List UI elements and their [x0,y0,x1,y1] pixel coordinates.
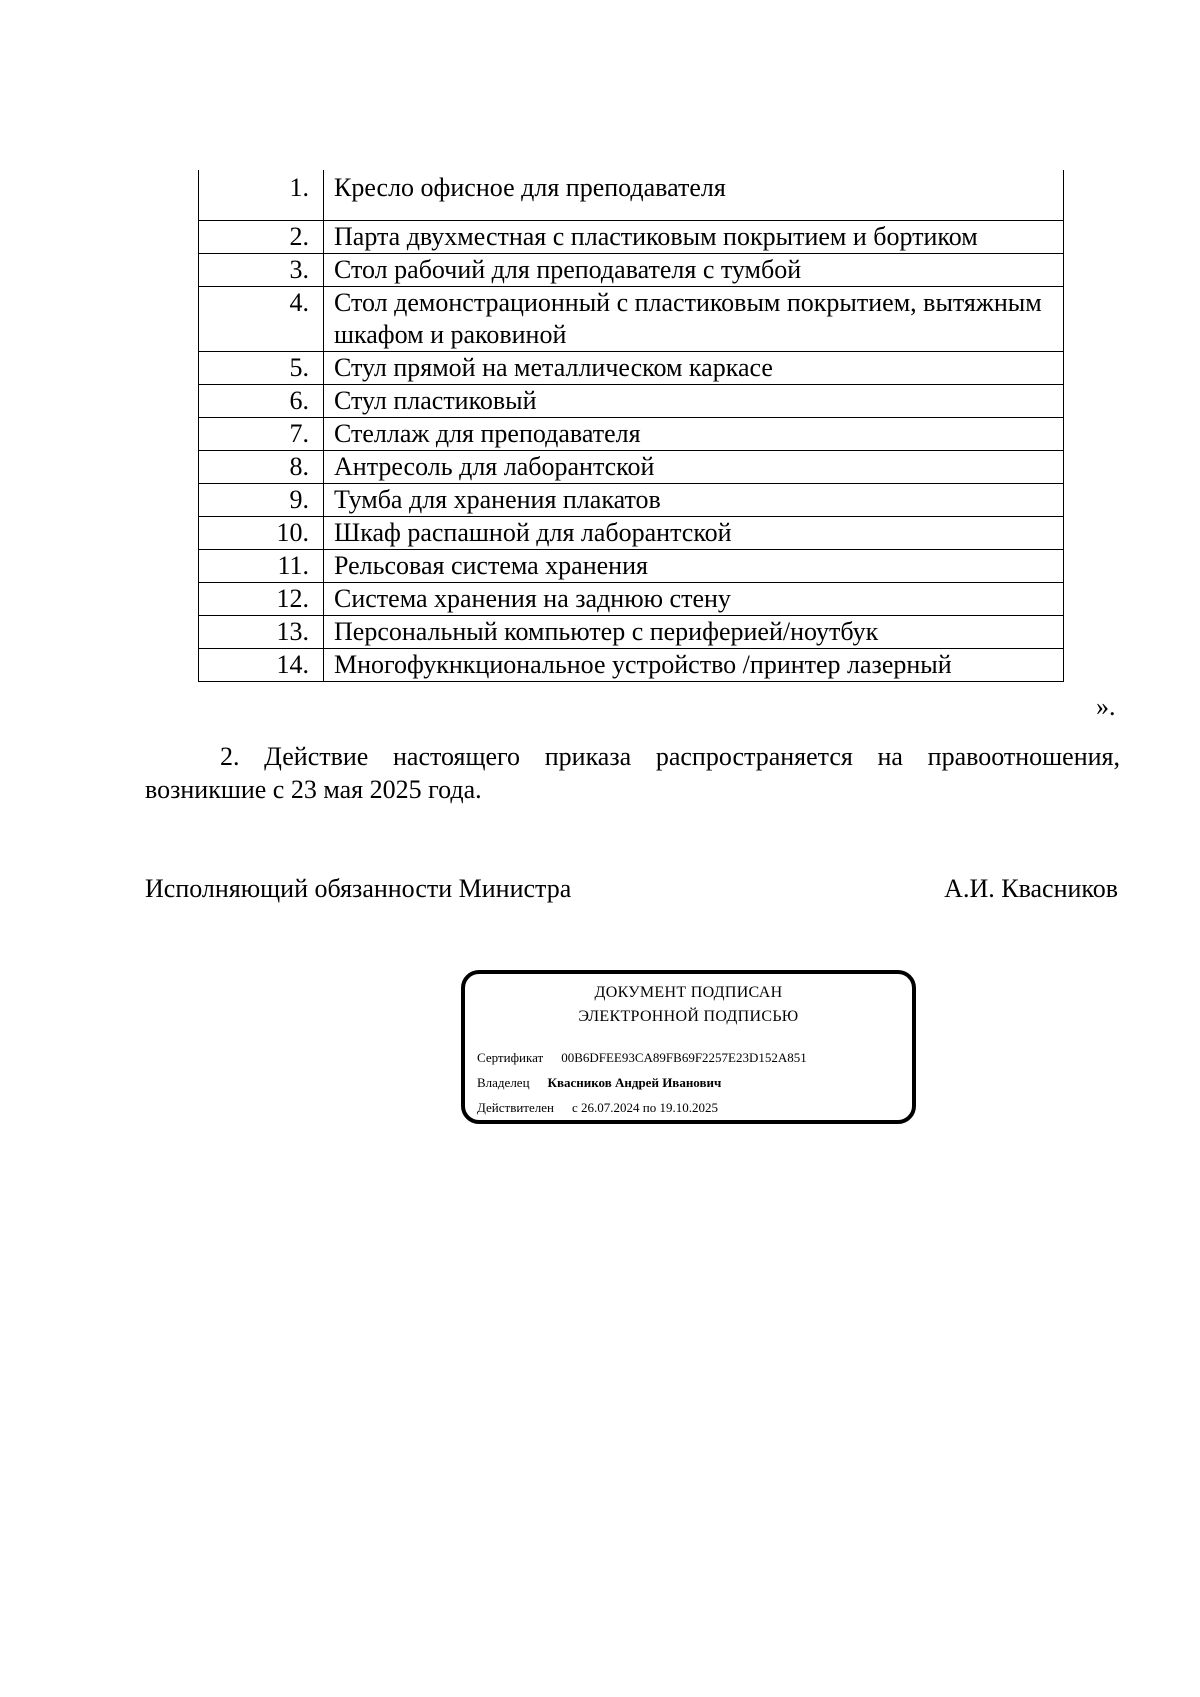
row-item-name: Персональный компьютер с периферией/ноутбук [324,616,1064,649]
electronic-signature-stamp [461,970,916,1124]
stamp-certificate-label: Сертификат [477,1050,544,1065]
table-row [199,583,1064,616]
stamp-owner-value: Квасников Андрей Иванович [547,1075,722,1090]
stamp-validity-row [477,1100,718,1116]
order-paragraph-2: 2. Действие настоящего приказа распространяется на правоотношения, возникшие с 23 мая 2025 года. [145,742,1120,804]
row-item-name: Кресло офисное для преподавателя [324,170,1064,221]
row-number: 11. [199,550,324,583]
stamp-header-line2: ЭЛЕКТРОННОЙ ПОДПИСЬЮ [578,1008,799,1025]
row-number: 3. [199,254,324,287]
row-item-name: Стул прямой на металлическом каркасе [324,352,1064,385]
table-row [199,517,1064,550]
row-number: 8. [199,451,324,484]
row-number: 5. [199,352,324,385]
stamp-owner-row [477,1075,721,1091]
row-number: 2. [199,221,324,254]
row-number: 9. [199,484,324,517]
table-row [199,287,1064,352]
row-item-name: Антресоль для лаборантской [324,451,1064,484]
row-item-name: Многофукнкциональное устройство /принтер лазерный [324,649,1064,682]
row-item-name: Рельсовая система хранения [324,550,1064,583]
equipment-table-body [199,170,1064,682]
row-item-name: Тумба для хранения плакатов [324,484,1064,517]
table-row [199,418,1064,451]
closing-quote: ». [1096,692,1116,721]
row-number: 14. [199,649,324,682]
row-number: 12. [199,583,324,616]
table-row [199,484,1064,517]
table-row [199,451,1064,484]
table-row [199,649,1064,682]
signatory-name: А.И. Квасников [944,874,1118,903]
row-item-name: Стол рабочий для преподавателя с тумбой [324,254,1064,287]
table-row [199,254,1064,287]
row-number: 1. [199,170,324,221]
equipment-table [198,170,1064,682]
row-item-name: Стеллаж для преподавателя [324,418,1064,451]
row-item-name: Парта двухместная с пластиковым покрытием и бортиком [324,221,1064,254]
table-row [199,385,1064,418]
stamp-owner-label: Владелец [477,1075,530,1090]
signatory-title: Исполняющий обязанности Министра [145,874,572,903]
table-row [199,616,1064,649]
row-number: 4. [199,287,324,352]
table-row [199,170,1064,221]
row-item-name: Стул пластиковый [324,385,1064,418]
row-item-name: Система хранения на заднюю стену [324,583,1064,616]
stamp-certificate-row [477,1050,807,1066]
row-number: 7. [199,418,324,451]
row-item-name: Шкаф распашной для лаборантской [324,517,1064,550]
row-item-name: Стол демонстрационный с пластиковым покрытием, вытяжным шкафом и раковиной [324,287,1064,352]
stamp-validity-label: Действителен [477,1100,554,1115]
table-row [199,352,1064,385]
row-number: 10. [199,517,324,550]
stamp-certificate-value: 00B6DFEE93CA89FB69F2257E23D152A851 [561,1050,807,1065]
stamp-validity-value: с 26.07.2024 по 19.10.2025 [571,1100,718,1115]
stamp-header-line1: ДОКУМЕНТ ПОДПИСАН [594,984,783,1001]
table-row [199,221,1064,254]
row-number: 6. [199,385,324,418]
table-row [199,550,1064,583]
row-number: 13. [199,616,324,649]
